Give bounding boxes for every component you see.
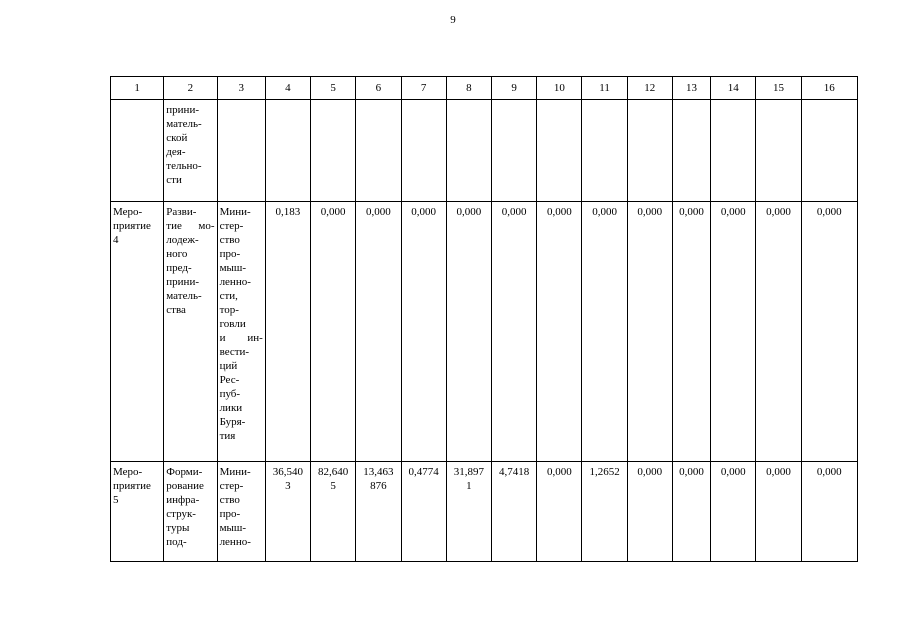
cell-line: прини- <box>166 276 199 288</box>
value-cell <box>265 100 310 202</box>
column-header: 12 <box>627 77 672 100</box>
cell-line: Меро- <box>113 466 143 478</box>
value-cell: 0,000 <box>801 202 857 462</box>
value-cell: 0,000 <box>801 462 857 562</box>
value-cell: 36,540 3 <box>265 462 310 562</box>
cell-line: про- <box>219 508 241 520</box>
cell-line: Меро- <box>113 206 143 218</box>
value-cell: 0,4774 <box>401 462 446 562</box>
column-header: 2 <box>164 77 217 100</box>
cell-line: сти <box>166 174 182 186</box>
cell-line: тельно- <box>166 160 202 172</box>
cell-line: стер- <box>219 480 244 492</box>
value-cell <box>446 100 491 202</box>
value-cell: 0,000 <box>401 202 446 462</box>
cell-line: ленно- <box>219 536 251 548</box>
header-row <box>111 77 858 100</box>
column-header: 4 <box>265 77 310 100</box>
cell-line: Рес- <box>219 374 240 386</box>
event-cell <box>111 100 164 202</box>
cell-line: ство <box>219 234 240 246</box>
column-header: 13 <box>672 77 710 100</box>
cell-line: 4 <box>113 234 119 246</box>
value-cell: 0,000 <box>627 462 672 562</box>
cell-line: ций <box>219 360 238 372</box>
value-cell: 0,000 <box>537 462 582 562</box>
value-cell <box>537 100 582 202</box>
cell-line: сти, <box>219 290 238 302</box>
cell-line: струк- <box>166 508 196 520</box>
column-header: 15 <box>756 77 801 100</box>
event-name-cell <box>164 100 217 202</box>
table-row <box>111 100 858 202</box>
value-cell: 0,000 <box>672 202 710 462</box>
cell-line: матель- <box>166 290 202 302</box>
column-header: 1 <box>111 77 164 100</box>
value-cell: 0,000 <box>756 202 801 462</box>
page-number: 9 <box>450 14 456 26</box>
value-cell: 0,000 <box>672 462 710 562</box>
column-header: 3 <box>217 77 265 100</box>
cell-line: вести- <box>219 346 250 358</box>
value-cell <box>401 100 446 202</box>
value-cell <box>711 100 756 202</box>
value-cell: 82,640 5 <box>311 462 356 562</box>
cell-line: ство <box>219 494 240 506</box>
cell-line: мыш- <box>219 262 247 274</box>
cell-line: ства <box>166 304 186 316</box>
cell-line: 5 <box>113 494 119 506</box>
value-cell: 0,000 <box>711 202 756 462</box>
cell-line: про- <box>219 248 241 260</box>
cell-line: Форми- <box>166 466 203 478</box>
column-header: 5 <box>311 77 356 100</box>
value-cell <box>672 100 710 202</box>
column-header: 11 <box>582 77 627 100</box>
cell-line: прини- <box>166 104 199 116</box>
cell-line: туры <box>166 522 190 534</box>
value-cell: 0,000 <box>627 202 672 462</box>
value-cell <box>801 100 857 202</box>
value-cell <box>582 100 627 202</box>
value-cell <box>627 100 672 202</box>
value-cell: 0,000 <box>537 202 582 462</box>
column-header: 16 <box>801 77 857 100</box>
value-cell <box>311 100 356 202</box>
value-cell: 1,2652 <box>582 462 627 562</box>
value-cell <box>356 100 401 202</box>
cell-line: и ин- <box>219 332 263 344</box>
event-name-cell <box>164 202 217 462</box>
cell-line: Мини- <box>219 466 251 478</box>
executor-cell <box>217 202 265 462</box>
value-cell: 0,000 <box>491 202 536 462</box>
cell-line: приятие <box>113 220 151 232</box>
cell-line: лики <box>219 402 243 414</box>
cell-line: тор- <box>219 304 239 316</box>
value-cell: 4,7418 <box>491 462 536 562</box>
cell-line: лодеж- <box>166 234 199 246</box>
budget-table <box>110 76 858 562</box>
cell-line: ного <box>166 248 188 260</box>
executor-cell <box>217 462 265 562</box>
cell-line: матель- <box>166 118 202 130</box>
value-cell: 0,000 <box>711 462 756 562</box>
cell-line: рование <box>166 480 204 492</box>
cell-line: тие мо- <box>166 220 215 232</box>
table-row <box>111 462 858 562</box>
column-header: 9 <box>491 77 536 100</box>
value-cell: 0,000 <box>756 462 801 562</box>
value-cell: 0,000 <box>356 202 401 462</box>
cell-line: мыш- <box>219 522 247 534</box>
column-header: 7 <box>401 77 446 100</box>
value-cell: 13,463 876 <box>356 462 401 562</box>
event-name-cell <box>164 462 217 562</box>
value-cell: 0,000 <box>311 202 356 462</box>
cell-line: говли <box>219 318 246 330</box>
cell-line: дея- <box>166 146 186 158</box>
cell-line: тия <box>219 430 236 442</box>
column-header: 10 <box>537 77 582 100</box>
column-header: 6 <box>356 77 401 100</box>
cell-line: ской <box>166 132 188 144</box>
value-cell: 31,897 1 <box>446 462 491 562</box>
value-cell <box>756 100 801 202</box>
column-header: 14 <box>711 77 756 100</box>
event-cell <box>111 462 164 562</box>
cell-line: инфра- <box>166 494 200 506</box>
value-cell: 0,000 <box>446 202 491 462</box>
cell-line: Буря- <box>219 416 246 428</box>
cell-line: Мини- <box>219 206 251 218</box>
column-header: 8 <box>446 77 491 100</box>
cell-line: ленно- <box>219 276 251 288</box>
executor-cell <box>217 100 265 202</box>
cell-line: стер- <box>219 220 244 232</box>
cell-line: приятие <box>113 480 151 492</box>
event-cell <box>111 202 164 462</box>
cell-line: пуб- <box>219 388 241 400</box>
value-cell <box>491 100 536 202</box>
value-cell: 0,000 <box>582 202 627 462</box>
value-cell: 0,183 <box>265 202 310 462</box>
table-row <box>111 202 858 462</box>
cell-line: под- <box>166 536 187 548</box>
cell-line: пред- <box>166 262 192 274</box>
cell-line: Разви- <box>166 206 197 218</box>
